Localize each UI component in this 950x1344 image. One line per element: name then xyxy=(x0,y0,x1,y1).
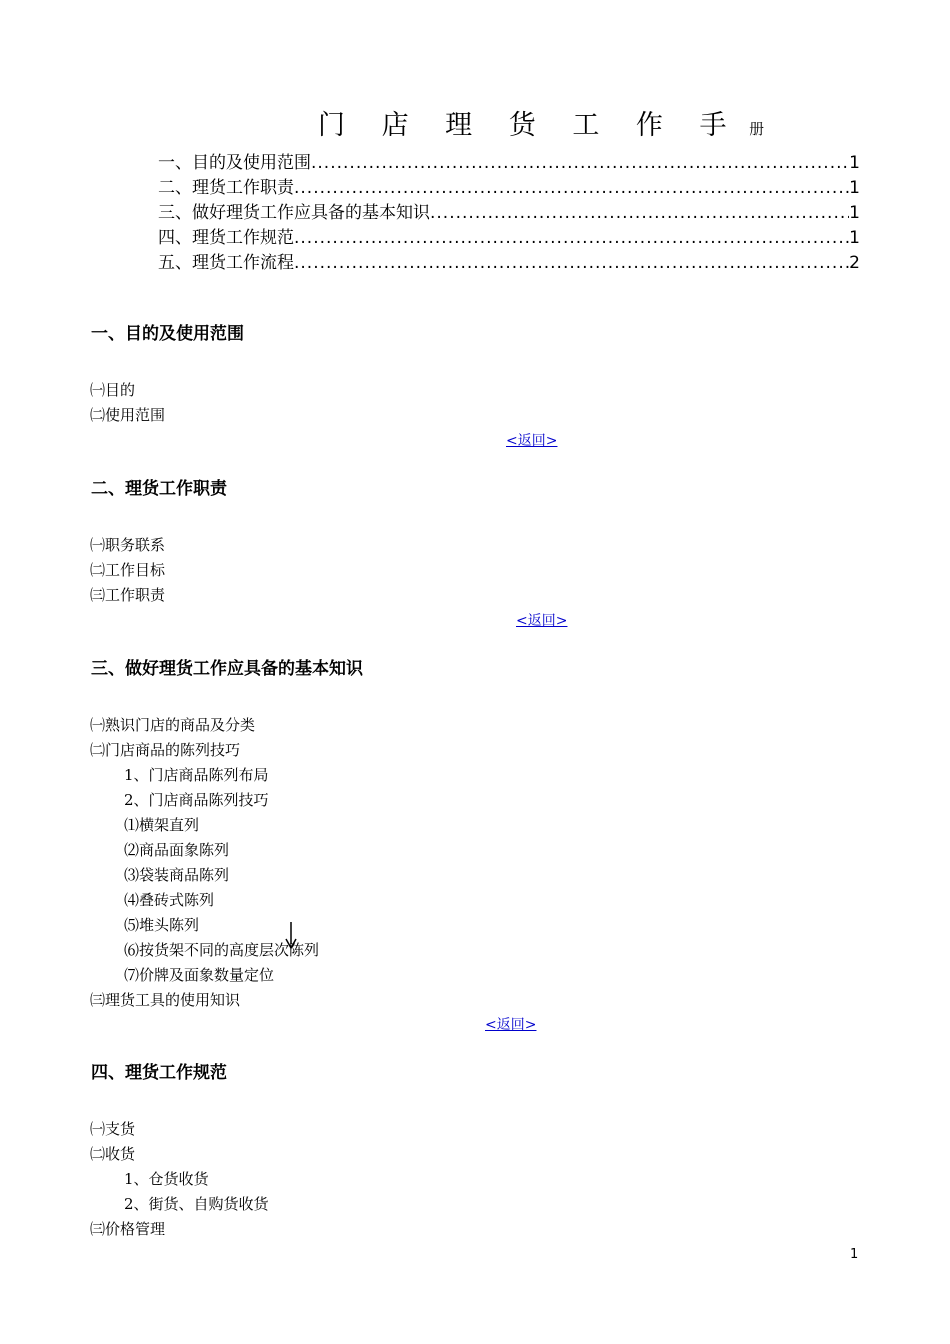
section-heading: 一、目的及使用范围 xyxy=(91,324,244,344)
list-item: ㈡使用范围 xyxy=(90,406,166,424)
toc-label: 二、理货工作职责 xyxy=(158,178,294,198)
sub-item: 1、仓货收货 xyxy=(124,1170,209,1188)
toc-entry[interactable] xyxy=(158,198,860,223)
sub-item: ⑴横架直列 xyxy=(124,816,200,834)
list-item: ㈡门店商品的陈列技巧 xyxy=(90,741,241,759)
list-item: ㈢理货工具的使用知识 xyxy=(90,991,241,1009)
toc-leader xyxy=(294,253,849,273)
toc-label: 三、做好理货工作应具备的基本知识 xyxy=(158,203,430,223)
sub-item: ⑵商品面象陈列 xyxy=(124,841,230,859)
toc-page: 1 xyxy=(849,178,860,198)
title-suffix: 册 xyxy=(749,120,765,138)
list-item: ㈠支货 xyxy=(90,1120,136,1138)
toc-entry[interactable] xyxy=(158,148,860,173)
section-heading: 二、理货工作职责 xyxy=(91,479,227,499)
sub-item: 2、门店商品陈列技巧 xyxy=(124,791,269,809)
section-heading: 三、做好理货工作应具备的基本知识 xyxy=(91,659,363,679)
sub-item: 2、街货、自购货收货 xyxy=(124,1195,269,1213)
list-item: ㈠熟识门店的商品及分类 xyxy=(90,716,256,734)
toc-label: 四、理货工作规范 xyxy=(158,228,294,248)
toc-label: 五、理货工作流程 xyxy=(158,253,294,273)
list-item: ㈠职务联系 xyxy=(90,536,166,554)
toc-label: 一、目的及使用范围 xyxy=(158,153,311,173)
back-link[interactable]: <返回> xyxy=(485,1017,537,1033)
toc-page: 1 xyxy=(849,228,860,248)
toc-leader xyxy=(311,153,849,173)
toc-leader xyxy=(294,228,849,248)
toc-page: 2 xyxy=(849,253,860,273)
toc-page: 1 xyxy=(849,153,860,173)
sub-item: ⑶袋装商品陈列 xyxy=(124,866,230,884)
section-heading: 四、理货工作规范 xyxy=(91,1063,227,1083)
toc-leader xyxy=(294,178,849,198)
sub-item: ⑸堆头陈列 xyxy=(124,916,200,934)
down-arrow-icon xyxy=(284,922,298,950)
list-item: ㈠目的 xyxy=(90,381,136,399)
toc-entry[interactable] xyxy=(158,173,860,198)
back-link[interactable]: <返回> xyxy=(506,433,558,449)
sub-item: 1、门店商品陈列布局 xyxy=(124,766,269,784)
toc-leader xyxy=(430,203,849,223)
list-item: ㈡工作目标 xyxy=(90,561,166,579)
back-link[interactable]: <返回> xyxy=(516,613,568,629)
document-title xyxy=(318,103,764,142)
toc-page: 1 xyxy=(849,203,860,223)
sub-item: ⑹按货架不同的高度层次陈列 xyxy=(124,941,320,959)
sub-item: ⑺价牌及面象数量定位 xyxy=(124,966,275,984)
sub-item: ⑷叠砖式陈列 xyxy=(124,891,215,909)
page-number: 1 xyxy=(850,1247,859,1262)
toc-entry[interactable] xyxy=(158,223,860,248)
list-item: ㈢价格管理 xyxy=(90,1220,166,1238)
list-item: ㈢工作职责 xyxy=(90,586,166,604)
toc-entry[interactable] xyxy=(158,248,860,273)
title-main: 门 店 理 货 工 作 手 xyxy=(318,110,741,141)
list-item: ㈡收货 xyxy=(90,1145,136,1163)
